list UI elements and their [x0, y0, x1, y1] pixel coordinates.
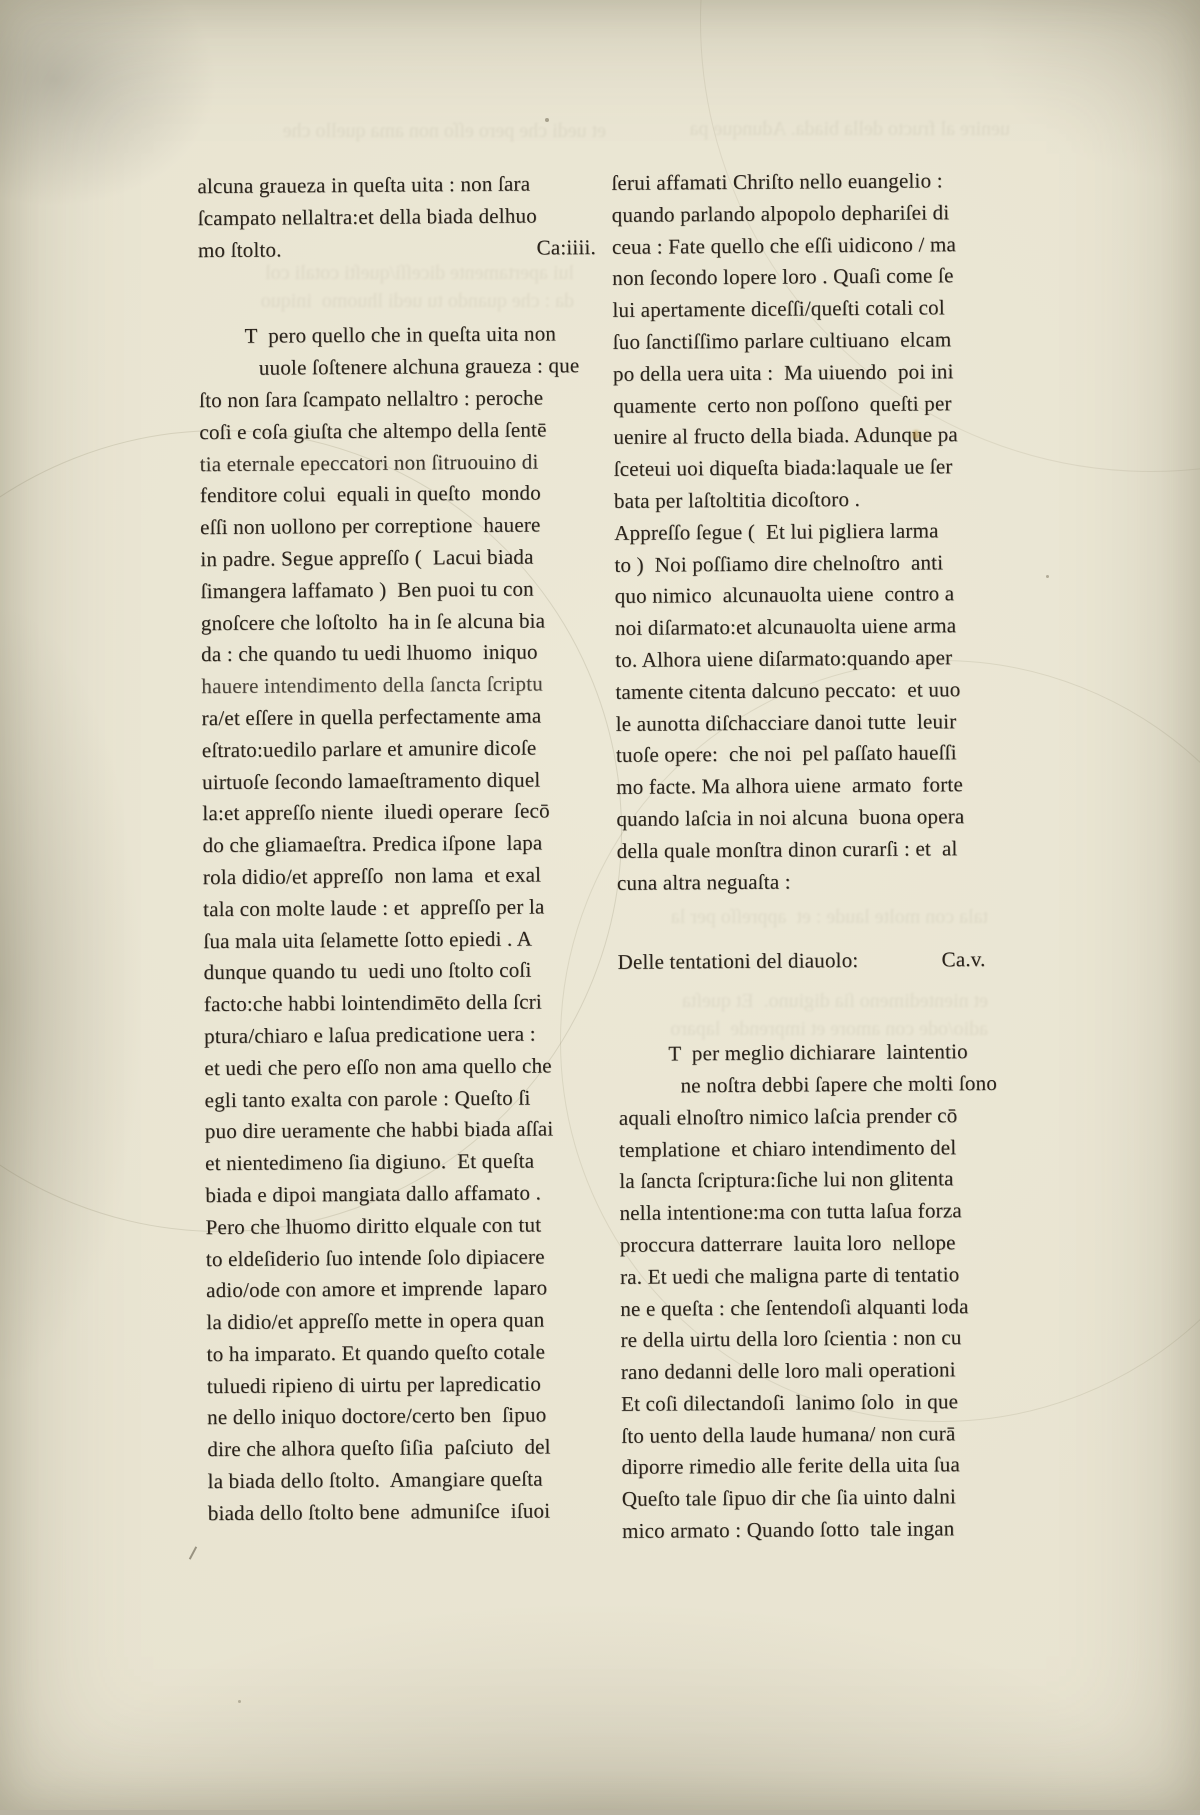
text-line: adio/ode con amore et imprende laparo [206, 1275, 548, 1303]
text-line: facto:che habbi lointendimēto della ſcri [203, 989, 543, 1017]
text-line: della quale monſtra dinon curarſi : et al [616, 835, 958, 863]
text-line: tuoſe opere: che noi pel paſſato haueſſi [615, 740, 957, 768]
text-line: rola didio/et appreſſo non lama et exal [202, 862, 542, 890]
text-line: T pero quello che in queſta uita non [244, 321, 557, 349]
text-line: aquali elnoſtro nimico laſcia prender cō [618, 1102, 958, 1130]
show-through-ghost: et uedi che pero eſſo non ama quello che [282, 120, 606, 142]
foxing-speck [238, 1700, 241, 1703]
right-text-column [611, 165, 1024, 1548]
text-line: nella intentione:ma con tutta laſua forza [619, 1198, 962, 1225]
text-line: to. Alhora uiene diſarmato:quando aper [615, 645, 953, 672]
text-line: ſceteui uoi diqueſta biada:laquale ue ſer [613, 454, 953, 482]
chapter-heading [617, 944, 1019, 979]
text-line: do che gliamaeſtra. Predica iſpone lapa [202, 830, 543, 858]
show-through-ghost: adio/ode con amore et imprende laparo [670, 1018, 988, 1040]
text-line: et nientedimeno ſia digiuno. Et queſta [205, 1148, 535, 1176]
chapter-heading-text: Delle tentationi del diauolo: [617, 948, 859, 975]
text-line: biada e dipoi mangiata dallo affamato . [205, 1180, 542, 1208]
text-line: uenire al fructo della biada. Adunque pa [613, 422, 958, 450]
text-line: lui apertamente diceſſi/queſti cotali col [612, 295, 945, 323]
text-line: quando parlando alpopolo dephariſei di [611, 200, 950, 227]
text-line: in padre. Segue appreſſo ( Lacui biada [200, 544, 534, 572]
text-line: eſtrato:uedilo parlare et amunire dicoſe [201, 735, 537, 762]
text-line: la ſancta ſcriptura:ſiche lui non glitenta [619, 1166, 954, 1194]
text-line: et uedi che pero eſſo non ama quello che [204, 1053, 552, 1080]
text-line: ſto uento della laude humana/ non curā [621, 1420, 956, 1448]
text-line: tia eternale epeccatori non ſitruouino di [199, 449, 539, 476]
paragraph-gap [618, 976, 1020, 1039]
text-line: Pero che lhuomo diritto elquale con tut [205, 1212, 542, 1239]
text-line: gnoſcere che loſtolto ha in ſe alcuna bia [200, 608, 546, 635]
text-line: dire che alhora queſto ſiſia paſciuto del [207, 1434, 551, 1462]
chapter-end-text: mo ſtolto. [197, 237, 282, 262]
text-line: to ) Noi poſſiamo dire chelnoſtro anti [614, 549, 944, 577]
text-line: to ha imparato. Et quando queſto cotale [206, 1339, 546, 1367]
text-line: alcuna graueza in queſta uita : non ſara [197, 171, 531, 199]
foxing-speck [912, 430, 920, 440]
text-line: le aunotta diſchacciare danoi tutte leuir [615, 708, 957, 736]
text-line: quo nimico alcunauolta uiene contro a [614, 581, 955, 609]
foxing-speck [545, 118, 549, 122]
text-line: fenditore colui equali in queſto mondo [199, 480, 541, 508]
text-line: Appreſſo ſegue ( Et lui pigliera larma [614, 518, 939, 545]
right-paragraph1-lines [611, 165, 1019, 899]
text-line: re della uirtu della loro ſcientia : non cu [620, 1325, 962, 1353]
text-line: quamente certo non poſſono queſti per [613, 390, 952, 418]
text-line: bata per laſtoltitia dicoſtoro . [613, 486, 861, 513]
text-line: cuna altra neguaſta : [616, 869, 791, 895]
text-line: hauere intendimento della ſancta ſcriptu [201, 671, 543, 699]
text-line: ſto non ſara ſcampato nellaltro : peroche [199, 385, 544, 413]
show-through-ghost: et nientedimeno ſia digiuno. Et queſta [681, 990, 988, 1012]
text-line: non ſecondo lopere loro . Quaſi come ſe [612, 263, 954, 291]
text-line: ne e queſta : che ſentendoſi alquanti loda [620, 1293, 969, 1321]
right-paragraph2-lines [618, 1036, 1024, 1548]
chapter-end-line [198, 232, 600, 267]
text-line: la:et appreſſo niente iluedi operare ſecō [202, 798, 550, 826]
text-line: uirtuoſe ſecondo lamaeſtramento diquel [202, 767, 541, 794]
text-line: ptura/chiaro e laſua predicatione uera : [204, 1021, 536, 1049]
text-line: mico armato : Quando ſotto tale ingan [621, 1516, 955, 1543]
text-line: diporre rimedio alle ferite della uita ſua [621, 1452, 961, 1480]
text-line: Queſto tale ſipuo dir che ſia uinto dalni [621, 1484, 957, 1512]
text-line: coſi e coſa giuſta che altempo della ſentē [199, 417, 547, 444]
show-through-ghost: tala con molte laude : et appreſſo per la [670, 906, 988, 928]
show-through-ghost: da : che quando tu uedi lhuomo iniquo [260, 290, 574, 312]
paragraph-gap [617, 896, 1019, 947]
text-line: ſcampato nellaltra:et della biada delhuo [197, 203, 537, 230]
text-line: templatione et chiaro intendimento del [618, 1134, 957, 1162]
show-through-ghost: lui apertamente diceſſi/queſti cotali col [265, 262, 574, 284]
text-line: quando laſcia in noi alcuna buona opera [616, 804, 965, 831]
text-line: dunque quando tu uedi uno ſtolto coſi [203, 957, 532, 985]
text-line: tuluedi ripieno di uirtu per lapredicatio [206, 1371, 542, 1398]
text-line: po della uera uita : Ma uiuendo poi ini [612, 359, 954, 386]
text-line: biada dello ſtolto bene admuniſce iſuoi [207, 1498, 551, 1526]
text-line: puo dire ueramente che habbi biada aſſai [204, 1116, 554, 1144]
left-paragraph-lines [199, 318, 610, 1529]
paragraph-gap [198, 263, 600, 321]
text-line: ne dello iniquo doctore/certo ben ſipuo [207, 1402, 547, 1430]
text-line: la biada dello ſtolto. Amangiare queſta [207, 1466, 543, 1494]
text-line: Et coſi dilectandoſi lanimo ſolo in que [620, 1389, 959, 1416]
text-line: tala con molte laude : et appreſſo per la [203, 894, 545, 921]
left-intro-lines [197, 168, 599, 235]
text-line: T per meglio dichiarare laintentio [668, 1039, 968, 1066]
text-line: ra/et eſſere in quella perfectamente ama [201, 703, 542, 731]
text-line: proccura datterrare lauita loro nellope [619, 1230, 956, 1257]
text-line: da : che quando tu uedi lhuomo iniquo [201, 639, 538, 667]
text-line: ſua mala uita ſelamette ſotto epiedi . A [203, 926, 533, 953]
text-line: mo facte. Ma alhora uiene armato forte [616, 772, 964, 800]
text-line: ſuo ſanctiſſimo parlare cultiuano elcam [612, 327, 952, 354]
text-line: ne noſtra debbi ſapere che molti ſono [680, 1070, 998, 1098]
text-line: ſerui affamati Chriſto nello euangelio : [611, 168, 943, 195]
text-line: uuole ſoſtenere alchuna graueza : que [258, 353, 580, 380]
text-line: rano dedanni delle loro mali operationi [620, 1357, 956, 1384]
text-line: tamente citenta dalcuno peccato: et uuo [615, 676, 961, 704]
text-line: noi diſarmato:et alcunauolta uiene arma [614, 613, 957, 641]
text-line: to eldeſiderio ſuo intende ſolo dipiacere [205, 1243, 545, 1271]
text-line: ra. Et uedi che maligna parte di tentatio [619, 1261, 960, 1289]
chapter-number: Ca:iiii. [536, 234, 597, 260]
text-line: ſimangera laffamato ) Ben puoi tu con [200, 576, 534, 603]
chapter-number: Ca.v. [941, 947, 986, 972]
text-line: ceua : Fate quello che eſſi uidicono / ma [611, 231, 957, 259]
left-text-column [197, 168, 610, 1530]
text-line: egli tanto exalta con parole : Queſto ſi [204, 1085, 531, 1112]
text-line: eſſi non uollono per correptione hauere [200, 512, 541, 540]
foxing-speck [1046, 575, 1049, 578]
text-line: la didio/et appreſſo mette in opera quan [206, 1307, 545, 1335]
show-through-ghost: uenire al fructo della biada. Adunque pa [689, 118, 1010, 140]
